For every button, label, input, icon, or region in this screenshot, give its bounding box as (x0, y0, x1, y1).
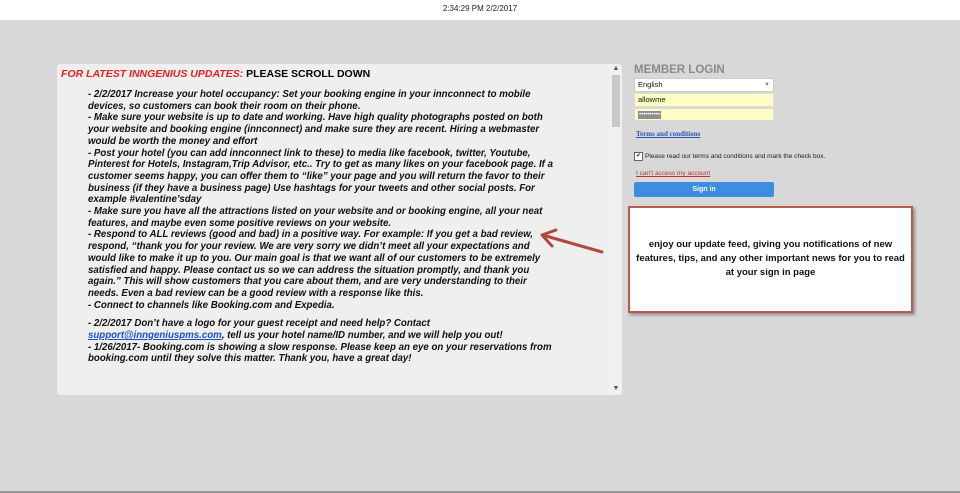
agree-row (634, 152, 825, 161)
member-login-title: MEMBER LOGIN (634, 64, 725, 76)
scroll-down-icon[interactable]: ▼ (612, 385, 620, 392)
agree-text: Please read our terms and conditions and mark the check box. (645, 153, 826, 161)
feed-spacer (88, 311, 558, 318)
support-email-link[interactable]: support@inngeniuspms.com (88, 330, 222, 342)
feed-item: - Make sure your website is up to date and working. Have high quality photographs posted on both your website and booking engine (innconnect) and make sure they are recent. Hiring a webmaster would be worth the money and effort (88, 112, 543, 147)
feed-item: - 2/2/2017 Increase your hotel occupancy: Set your booking engine in your innconnect to mobile devices, so customers can book their room on their phone. (88, 89, 531, 112)
checkbox-checked-icon[interactable]: ✔ (635, 153, 642, 159)
sign-in-button[interactable]: Sign in (634, 182, 774, 197)
clock: 2:34:29 PM 2/2/2017 (442, 4, 518, 13)
feed-header (61, 68, 370, 80)
terms-link[interactable]: Terms and conditions (636, 130, 701, 138)
language-value: English (638, 80, 663, 89)
feed-header-instruction: PLEASE SCROLL DOWN (246, 68, 371, 80)
feed-item-booking: - 1/26/2017- Booking.com is showing a slow response. Please keep an eye on your reservations from booking.com until they solve this matter. Thank you, have a great day! (88, 341, 552, 365)
password-input[interactable] (634, 108, 774, 121)
logo-help-text-end: , tell us your hotel name/ID number, and we will help you out! (221, 330, 503, 342)
feed-scrollbar[interactable] (610, 64, 622, 395)
feed-item: - Post your hotel (you can add innconnect link to these) to media like facebook, twitter, Youtube, Pinterest for Hotels, Instagram,Trip Advisor, etc.. Try to get as many likes on your facebook page. If a customer seems happy, you can offer them to “like” your page and you will return the favor to their business (if they have a business page) Use hashtags for your tweets and other social posts. For example #valentine’sday (88, 147, 553, 206)
chevron-down-icon: ▼ (764, 82, 770, 88)
arrow-left-icon (532, 226, 606, 256)
username-input[interactable]: allowme (634, 93, 774, 107)
scroll-thumb[interactable] (612, 75, 620, 127)
feed-body (88, 89, 558, 365)
cant-access-link[interactable]: I can't access my account (636, 170, 711, 177)
scroll-up-icon[interactable]: ▲ (612, 65, 620, 72)
feed-item-logo-help (88, 318, 558, 341)
language-select[interactable] (634, 78, 774, 92)
callout-box (628, 206, 913, 313)
feed-item: - Connect to channels like Booking.com and Expedia. (88, 299, 335, 311)
logo-help-text: - 2/2/2017 Don’t have a logo for your guest receipt and need help? Contact (88, 318, 430, 330)
feed-item: - Make sure you have all the attractions listed on your website and or booking engine, all your neat features, and maybe even some positive reviews on your website. (88, 206, 543, 229)
feed-item: - Respond to ALL reviews (good and bad) in a positive way. For example: If you get a bad review, respond, “thank you for your review. We are very sorry we didn’t meet all your expectations and would like to make it up to you. Our main goal is that we want all of our customers to be extremely satisfied and happy. Please contact us so we can address the situation promptly, and thank you again.” This will show customers that you care about them, and are very understanding to their needs. Even a bad review can be a good review with a response like this. (88, 229, 541, 299)
password-mask: •••••••••• (639, 112, 661, 118)
top-bar (0, 0, 960, 20)
callout-text: enjoy our update feed, giving you notifications of new features, tips, and any other important news for you to read at your sign in page (636, 239, 905, 278)
update-feed-content (57, 64, 610, 395)
feed-header-label: FOR LATEST INNGENIUS UPDATES: (61, 68, 244, 80)
